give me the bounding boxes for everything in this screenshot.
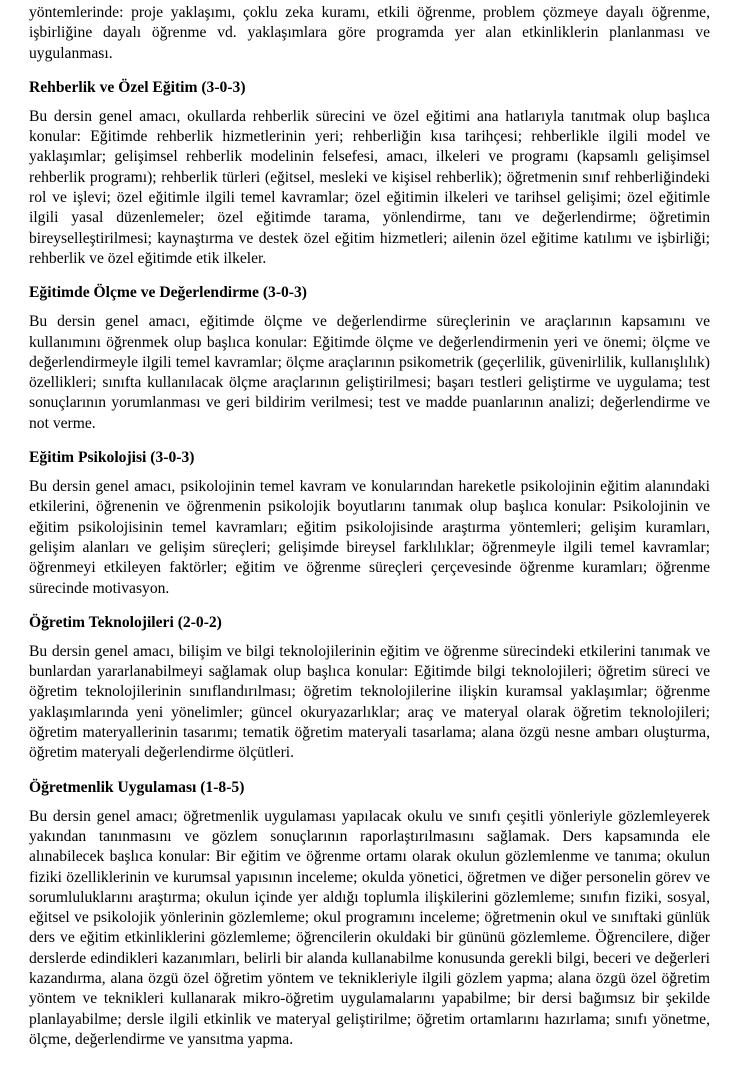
section-body-uygulama: Bu dersin genel amacı; öğretmenlik uygulaması yapılacak okulu ve sınıfı çeşitli yönleriyle gözlemleyerek yakından tanınmasını ve gözlem sonuçlarının raporlaştırılmasını sağlamak. Ders kapsamında ele alınabilecek başlıca konular: Bir eğitim ve öğrenme ortamı olarak okulun gözlemlenme ve tanıma; okulun fiziki özelliklerinin ve kurumsal yapısının inceleme; okulda yönetici, öğretmen ve diğer personelin görev ve sorumluluklarını araştırma; okulun içinde yer aldığı toplumla ilişkilerini gözlemleme; sınıfın fiziki, sosyal, eğitsel ve psikolojik yönlerinin gözlemleme; okul programını inceleme; öğretmenin okul ve sınıftaki günlük ders ve eğitim etkinliklerini gözlemleme; öğrencilerin okuldaki bir gününü gözlemleme. Öğrencilere, diğer derslerde edindikleri kazanımları, belirli bir alanda kullanabilme konusunda gerekli bilgi, beceri ve değerleri kazandırma, alana özgü özel öğretim yöntem ve teknikleriyle ilgili gözlem yapma; alana özgü özel öğretim yöntem ve teknikleri kullanarak mikro-öğretim uygulamalarını yapabilme; bir dersi bağımsız bir şekilde planlayabilme; dersle ilgili etkinlik ve materyal geliştirilme; öğretim ortamlarını hazırlama; sınıfı yönetme, ölçme, değerlendirme ve yansıtma yapma. [29,807,710,1048]
section-body-psikoloji: Bu dersin genel amacı, psikolojinin temel kavram ve konularından hareketle psikolojinin eğitim alanındaki etkilerini, öğrenenin ve öğrenmenin psikolojik boyutlarını tanımak olup başlıca konular: Psikolojinin ve eğitim psikolojisinin temel kavramları; eğitim psikolojisinde araştırma yöntemleri; gelişim kuramları, gelişim alanları ve gelişim süreçleri; gelişimde bireysel farklılıklar; öğrenmeyle ilgili temel kavramlar; öğrenmeyi etkileyen faktörler; eğitim ve öğrenme süreçleri çerçevesinde öğrenme kuramları; öğrenme sürecinde motivasyon. [29,478,710,597]
section-title-olcme: Eğitimde Ölçme ve Değerlendirme (3-0-3) [29,284,307,302]
intro-paragraph: yöntemlerinde: proje yaklaşımı, çoklu zeka kuramı, etkili öğrenme, problem çözmeye dayalı öğrenme, işbirliğine dayalı öğrenme vd. yaklaşımlara göre programda yer alan etkinliklerin planlanması ve uygulanması. [29,4,710,62]
section-title-rehberlik: Rehberlik ve Özel Eğitim (3-0-3) [29,78,246,96]
section-title-teknoloji: Öğretim Teknolojileri (2-0-2) [29,613,222,631]
section-body-olcme: Bu dersin genel amacı, eğitimde ölçme ve değerlendirme süreçlerinin ve araçlarının kapsamını ve kullanımını öğrenmek olup başlıca konular: Eğitimde ölçme ve değerlendirmenin yeri ve önemi; ölçme ve değerlendirmeyle ilgili temel kavramlar; ölçme araçlarının psikometrik (geçerlilik, güvenirlilik, kullanışlılık) özellikleri; sınıfta kullanılacak ölçme araçlarının geliştirilmesi; başarı testleri geliştirme ve uygulama; test sonuçlarının yorumlanması ve geri bildirim verilmesi; test ve madde puanlarının analizi; değerlendirme ve not verme. [29,313,710,432]
section-body-rehberlik: Bu dersin genel amacı, okullarda rehberlik sürecini ve özel eğitimi ana hatlarıyla tanıtmak olup başlıca konular: Eğitimde rehberlik hizmetlerinin yeri; rehberliğin kısa tarihçesi; rehberlikle ilgili model ve yaklaşımlar; gelişimsel rehberlik modelinin felsefesi, amacı, ilkeleri ve programı (kapsamlı gelişimsel rehberlik programı); rehberlik türleri (eğitsel, mesleki ve kişisel rehberlik); öğretmenin sınıf rehberliğindeki rol ve işlevi; özel eğitimle ilgili temel kavramlar; özel eğitimin ilkeleri ve tarihsel gelişimi; özel eğitimle ilgili yasal düzenlemeler; özel eğitimde tarama, yönlendirme, tanı ve değerlendirme; öğretimin bireyselleştirilmesi; kaynaştırma ve destek özel eğitim hizmetleri; ailenin özel eğitime katılımı ve işbirliği; rehberlik ve özel eğitimde etik ilkeler. [29,107,710,267]
section-title-psikoloji: Eğitim Psikolojisi (3-0-3) [29,449,195,467]
section-body-teknoloji: Bu dersin genel amacı, bilişim ve bilgi teknolojilerinin eğitim ve öğrenme sürecindeki etkilerini tanımak ve bunlardan yararlanabilmeyi sağlamak olup başlıca konular: Eğitimde bilgi teknolojileri; öğretim süreci ve öğretim teknolojilerinin sınıflandırılması; öğretim teknolojilerine ilişkin kuramsal yaklaşımlar; öğrenme yaklaşımlarında yeni yönelimler; güncel okuryazarlıklar; araç ve materyal olarak öğretim teknolojileri; öğretim materyallerinin tasarımı; tematik öğretim materyali tasarlama; alana özgü nesne ambarı oluşturma, öğretim materyali değerlendirme ölçütleri. [29,642,710,762]
section-title-uygulama: Öğretmenlik Uygulaması (1-8-5) [29,778,245,796]
